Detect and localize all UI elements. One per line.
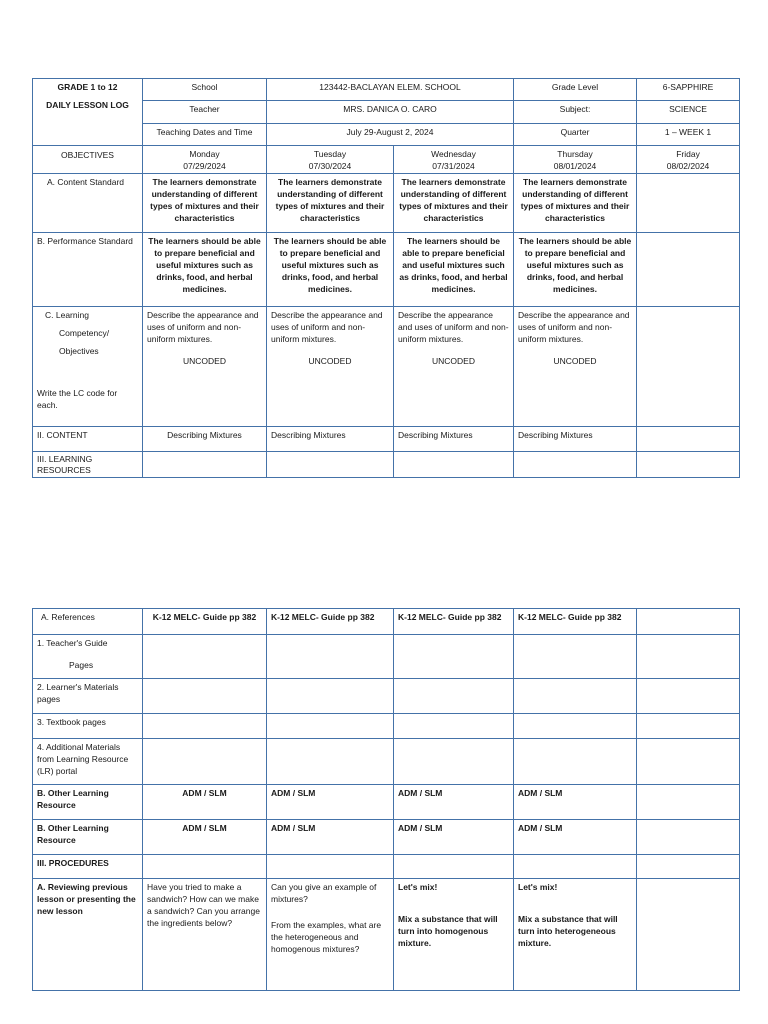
additional-materials-friday	[637, 739, 740, 785]
performance-standard-label: B. Performance Standard	[33, 233, 143, 307]
learners-materials-wednesday	[394, 679, 514, 714]
day-monday: Monday 07/29/2024	[143, 146, 267, 174]
learning-resources-thursday	[514, 452, 637, 478]
content-standard-label: A. Content Standard	[33, 174, 143, 233]
competency-thursday: Describe the appearance and uses of uniform and non-uniform mixtures. UNCODED	[514, 307, 637, 427]
competency-monday: Describe the appearance and uses of uniform and non-uniform mixtures. UNCODED	[143, 307, 267, 427]
teacher-value: MRS. DANICA O. CARO	[267, 101, 514, 124]
references-thursday: K-12 MELC- Guide pp 382	[514, 609, 637, 635]
school-value: 123442-BACLAYAN ELEM. SCHOOL	[267, 79, 514, 101]
learners-materials-friday	[637, 679, 740, 714]
procedures-monday	[143, 855, 267, 879]
other-resources-2-label: B. Other Learning Resource	[33, 820, 143, 855]
learners-materials-thursday	[514, 679, 637, 714]
day-wednesday: Wednesday 07/31/2024	[394, 146, 514, 174]
procedures-tuesday	[267, 855, 394, 879]
additional-materials-tuesday	[267, 739, 394, 785]
procedures-wednesday	[394, 855, 514, 879]
content-thursday: Describing Mixtures	[514, 427, 637, 452]
lesson-log-table-2	[32, 608, 740, 991]
school-label: School	[143, 79, 267, 101]
other-resources-2-thursday: ADM / SLM	[514, 820, 637, 855]
day-thursday: Thursday 08/01/2024	[514, 146, 637, 174]
other-resources-1-monday: ADM / SLM	[143, 785, 267, 820]
learners-materials-tuesday	[267, 679, 394, 714]
other-resources-1-thursday: ADM / SLM	[514, 785, 637, 820]
other-resources-2-tuesday: ADM / SLM	[267, 820, 394, 855]
teacher-label: Teacher	[143, 101, 267, 124]
competency-tuesday: Describe the appearance and uses of uniform and non-uniform mixtures. UNCODED	[267, 307, 394, 427]
teachers-guide-tuesday	[267, 635, 394, 679]
grade-level-label: Grade Level	[514, 79, 637, 101]
reviewing-label: A. Reviewing previous lesson or presenting the new lesson	[33, 879, 143, 991]
teachers-guide-monday	[143, 635, 267, 679]
content-standard-tuesday: The learners demonstrate understanding of different types of mixtures and their characteristics	[267, 174, 394, 233]
textbook-wednesday	[394, 714, 514, 739]
additional-materials-wednesday	[394, 739, 514, 785]
teachers-guide-thursday	[514, 635, 637, 679]
references-monday: K-12 MELC- Guide pp 382	[143, 609, 267, 635]
textbook-tuesday	[267, 714, 394, 739]
references-tuesday: K-12 MELC- Guide pp 382	[267, 609, 394, 635]
dates-label: Teaching Dates and Time	[143, 124, 267, 146]
content-label: II. CONTENT	[33, 427, 143, 452]
content-standard-monday: The learners demonstrate understanding of different types of mixtures and their characteristics	[143, 174, 267, 233]
textbook-thursday	[514, 714, 637, 739]
textbook-monday	[143, 714, 267, 739]
content-tuesday: Describing Mixtures	[267, 427, 394, 452]
lesson-log-table-1	[32, 78, 740, 478]
learning-resources-monday	[143, 452, 267, 478]
performance-standard-monday: The learners should be able to prepare beneficial and useful mixtures such as drinks, food, and herbal medicines.	[143, 233, 267, 307]
learning-resources-wednesday	[394, 452, 514, 478]
teachers-guide-friday	[637, 635, 740, 679]
content-standard-friday	[637, 174, 740, 233]
reviewing-thursday: Let's mix! Mix a substance that will turn into heterogeneous mixture.	[514, 879, 637, 991]
additional-materials-monday	[143, 739, 267, 785]
other-resources-2-friday	[637, 820, 740, 855]
log-title: DAILY LESSON LOG	[46, 100, 129, 110]
other-resources-2-monday: ADM / SLM	[143, 820, 267, 855]
teachers-guide-wednesday	[394, 635, 514, 679]
content-standard-wednesday: The learners demonstrate understanding of different types of mixtures and their characteristics	[394, 174, 514, 233]
references-friday	[637, 609, 740, 635]
competency-label: C. Learning Competency/ Objectives Write the LC code for each.	[33, 307, 143, 427]
grade-range: GRADE 1 to 12	[57, 82, 118, 92]
additional-materials-thursday	[514, 739, 637, 785]
reviewing-monday: Have you tried to make a sandwich? How can we make a sandwich? Can you arrange the ingredients below?	[143, 879, 267, 991]
reviewing-friday	[637, 879, 740, 991]
performance-standard-thursday: The learners should be able to prepare beneficial and useful mixtures such as drinks, food, and herbal medicines.	[514, 233, 637, 307]
content-wednesday: Describing Mixtures	[394, 427, 514, 452]
procedures-label: III. PROCEDURES	[33, 855, 143, 879]
other-resources-1-wednesday: ADM / SLM	[394, 785, 514, 820]
other-resources-1-tuesday: ADM / SLM	[267, 785, 394, 820]
performance-standard-tuesday: The learners should be able to prepare beneficial and useful mixtures such as drinks, food, and herbal medicines.	[267, 233, 394, 307]
performance-standard-wednesday: The learners should be able to prepare beneficial and useful mixtures such as drinks, food, and herbal medicines.	[394, 233, 514, 307]
teachers-guide-label: 1. Teacher's Guide Pages	[33, 635, 143, 679]
other-resources-1-label: B. Other Learning Resource	[33, 785, 143, 820]
learners-materials-label: 2. Learner's Materials pages	[33, 679, 143, 714]
subject-label: Subject:	[514, 101, 637, 124]
learning-resources-label: III. LEARNING RESOURCES	[33, 452, 143, 478]
content-monday: Describing Mixtures	[143, 427, 267, 452]
other-resources-2-wednesday: ADM / SLM	[394, 820, 514, 855]
learners-materials-monday	[143, 679, 267, 714]
procedures-thursday	[514, 855, 637, 879]
references-label: A. References	[33, 609, 143, 635]
quarter-value: 1 – WEEK 1	[637, 124, 740, 146]
other-resources-1-friday	[637, 785, 740, 820]
quarter-label: Quarter	[514, 124, 637, 146]
textbook-friday	[637, 714, 740, 739]
content-friday	[637, 427, 740, 452]
competency-wednesday: Describe the appearance and uses of uniform and non-uniform mixtures. UNCODED	[394, 307, 514, 427]
subject-value: SCIENCE	[637, 101, 740, 124]
learning-resources-friday	[637, 452, 740, 478]
objectives-label: OBJECTIVES	[33, 146, 143, 174]
competency-friday	[637, 307, 740, 427]
textbook-label: 3. Textbook pages	[33, 714, 143, 739]
reviewing-wednesday: Let's mix! Mix a substance that will turn into homogenous mixture.	[394, 879, 514, 991]
content-standard-thursday: The learners demonstrate understanding of different types of mixtures and their characteristics	[514, 174, 637, 233]
references-wednesday: K-12 MELC- Guide pp 382	[394, 609, 514, 635]
procedures-friday	[637, 855, 740, 879]
learning-resources-tuesday	[267, 452, 394, 478]
reviewing-tuesday: Can you give an example of mixtures? From the examples, what are the heterogeneous and homogenous mixtures?	[267, 879, 394, 991]
header-title-cell	[33, 79, 143, 146]
day-tuesday: Tuesday 07/30/2024	[267, 146, 394, 174]
dates-value: July 29-August 2, 2024	[267, 124, 514, 146]
grade-level-value: 6-SAPPHIRE	[637, 79, 740, 101]
day-friday: Friday 08/02/2024	[637, 146, 740, 174]
additional-materials-label: 4. Additional Materials from Learning Resource (LR) portal	[33, 739, 143, 785]
performance-standard-friday	[637, 233, 740, 307]
